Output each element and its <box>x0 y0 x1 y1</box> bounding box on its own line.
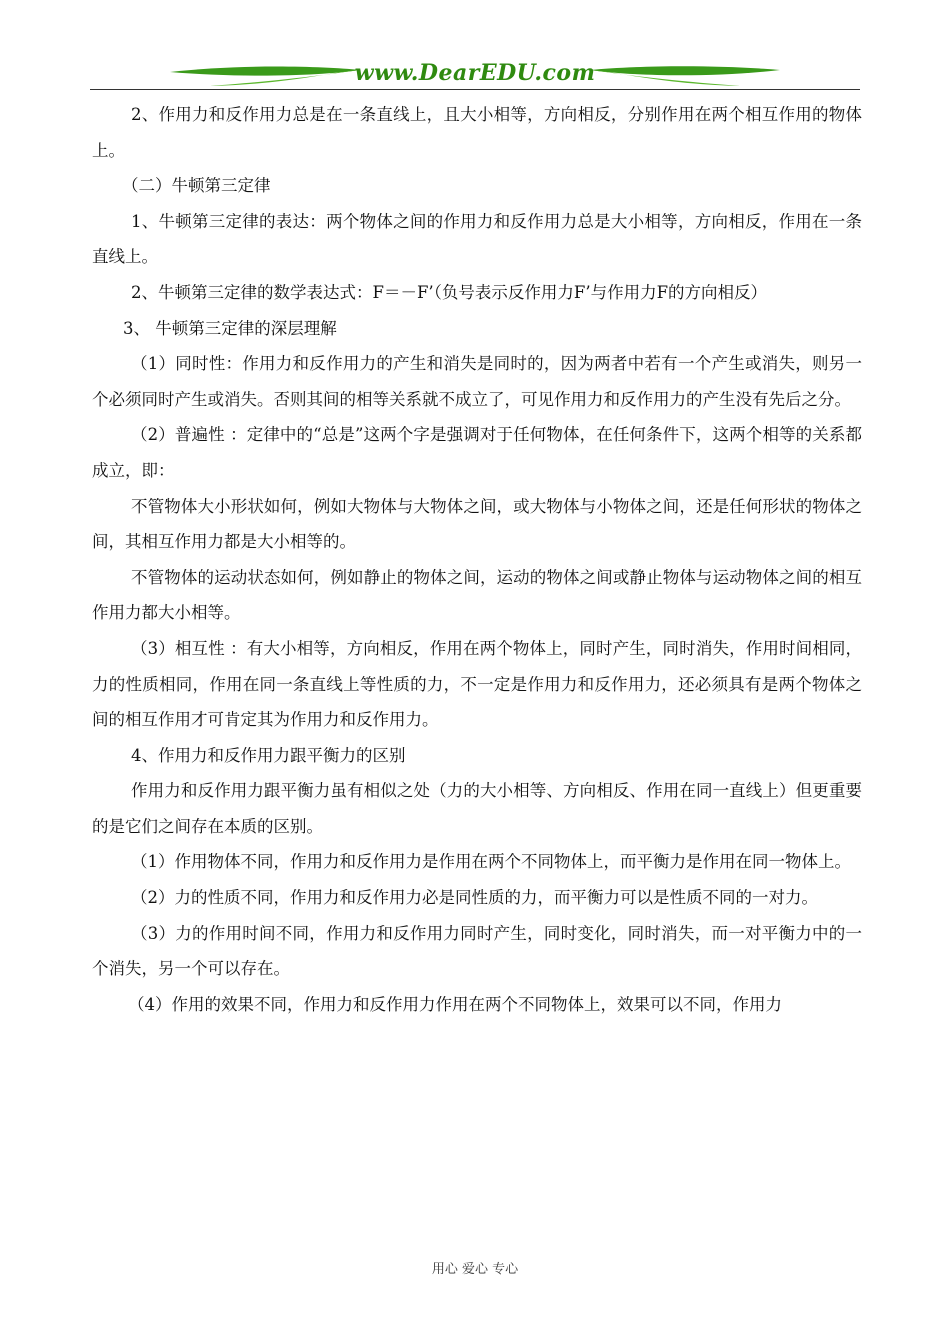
paragraph: 2、牛顿第三定律的数学表达式：F＝－F’（负号表示反作用力F’与作用力F的方向相反） <box>131 282 768 302</box>
paragraph: （3）相互性 ：有大小相等，方向相反，作用在两个物体上，同时产生，同时消失，作用时间相同，力的性质相同，作用在同一条直线上等性质的力，不一定是作用力和反作用力，还必须具有是两个物体之间的相互作用才可肯定其为作用力和反作用力。 <box>92 638 862 730</box>
sub-heading: 3、 牛顿第三定律的深层理解 <box>123 318 337 338</box>
paragraph: 不管物体大小形状如何，例如大物体与大物体之间，或大物体与小物体之间，还是任何形状的物体之间，其相互作用力都是大小相等的。 <box>92 496 862 552</box>
paragraph: （2）力的性质不同，作用力和反作用力必是同性质的力，而平衡力可以是性质不同的一对力。 <box>131 888 818 908</box>
site-logo-text: www.DearEDU.com <box>354 60 596 86</box>
paragraph: 2、作用力和反作用力总是在一条直线上，且大小相等，方向相反，分别作用在两个相互作用的物体上。 <box>92 105 862 160</box>
section-heading: （二）牛顿第三定律 <box>122 176 271 196</box>
paragraph: （2）普遍性 ：定律中的“总是”这两个字是强调对于任何物体，在任何条件下，这两个相等的关系都成立，即： <box>92 425 862 480</box>
paragraph: 1、牛顿第三定律的表达：两个物体之间的作用力和反作用力总是大小相等，方向相反，作用在一条直线上。 <box>92 211 862 267</box>
paragraph: （4）作用的效果不同，作用力和反作用力作用在两个不同物体上，效果可以不同，作用力 <box>128 994 782 1014</box>
header-logo <box>90 58 860 92</box>
paragraph: （1）同时性：作用力和反作用力的产生和消失是同时的，因为两者中若有一个产生或消失，则另一个必须同时产生或消失。否则其间的相等关系就不成立了，可见作用力和反作用力的产生没有先后之分。 <box>92 354 862 409</box>
sub-heading: 4、作用力和反作用力跟平衡力的区别 <box>131 745 406 765</box>
header-divider <box>90 89 860 90</box>
paragraph: （1）作用物体不同，作用力和反作用力是作用在两个不同物体上，而平衡力是作用在同一物体上。 <box>131 852 851 872</box>
paragraph: 作用力和反作用力跟平衡力虽有相似之处（力的大小相等、方向相反、作用在同一直线上）但更重要的是它们之间存在本质的区别。 <box>92 781 862 836</box>
paragraph: （3）力的作用时间不同，作用力和反作用力同时产生，同时变化，同时消失，而一对平衡力中的一个消失，另一个可以存在。 <box>92 923 862 979</box>
paragraph: 不管物体的运动状态如何，例如静止的物体之间，运动的物体之间或静止物体与运动物体之间的相互作用力都大小相等。 <box>92 567 862 623</box>
page-footer: 用心 爱心 专心 <box>431 1262 519 1277</box>
document-body <box>92 97 862 1022</box>
